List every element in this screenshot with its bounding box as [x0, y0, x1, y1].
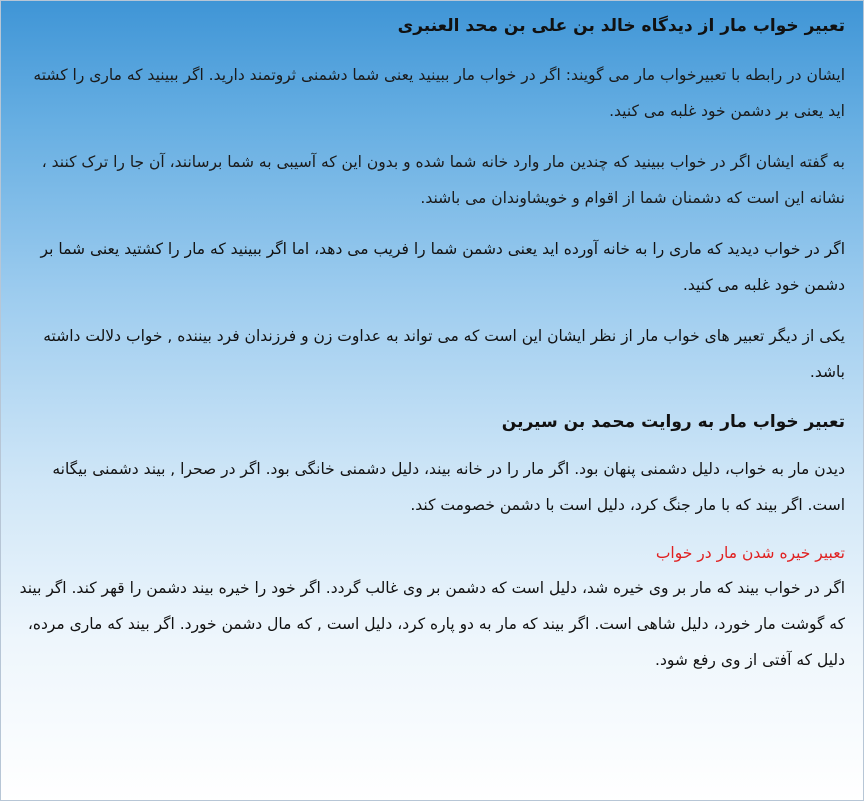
paragraph-snakes-enter-house: به گفته ایشان اگر در خواب ببینید که چندین مار وارد خانه شما شده و بدون این که آسیبی به شما برسانند، آن جا را ترک کنند ، نشانه این است که دشمنان شما از اقوام و خویشاوندان می باشند.: [41, 153, 845, 207]
section-heading-ibn-sirin: تعبیر خواب مار به روایت محمد بن سیرین: [501, 412, 845, 432]
paragraph-hidden-enemy: دیدن مار به خواب، دلیل دشمنی پنهان بود. اگر مار را در خانه بیند، دلیل دشمنی خانگی بود. اگر در صحرا , بیند دشمنی بیگانه است. اگر بیند که با مار جنگ کرد، دلیل است با دشمن خصومت کند.: [52, 460, 845, 514]
section-heading-khaled: تعبیر خواب مار از دیدگاه خالد بن علی بن محد العنبری: [397, 16, 845, 36]
section-heading-staring-snake: تعبیر خیره شدن مار در خواب: [655, 544, 845, 562]
paragraph-rich-enemy: ایشان در رابطه با تعبیرخواب مار می گویند: اگر در خواب مار ببینید یعنی شما دشمنی ثروتمند دارید. اگر ببینید که ماری را کشته اید یعنی بر دشمن خود غلبه می کنید.: [33, 66, 845, 120]
article-content: [1, 1, 863, 678]
paragraph-snake-brought-home: اگر در خواب دیدید که ماری را به خانه آورده اید یعنی دشمن شما را فریب می دهد، اما اگر ببینید که مار را کشتید یعنی شما بر دشمن خود غلبه می کنید.: [40, 240, 845, 294]
paragraph-family-enmity: یکی از دیگر تعبیر های خواب مار از نظر ایشان این است که می تواند به عداوت زن و فرزندان فرد بیننده , خواب دلالت داشته باشد.: [43, 327, 845, 381]
paragraph-staring-snake: اگر در خواب بیند که مار بر وی خیره شد، دلیل است که دشمن بر وی غالب گردد. اگر خود را خیره بیند دشمن را قهر کند. اگر بیند که گوشت مار خورد، دلیل شاهی است. اگر بیند که مار به دو پاره کرد، دلیل است , که مال دشمن خورد. اگر بیند که ماری مرده، دلیل که آفتی از وی رفع شود.: [19, 579, 845, 669]
